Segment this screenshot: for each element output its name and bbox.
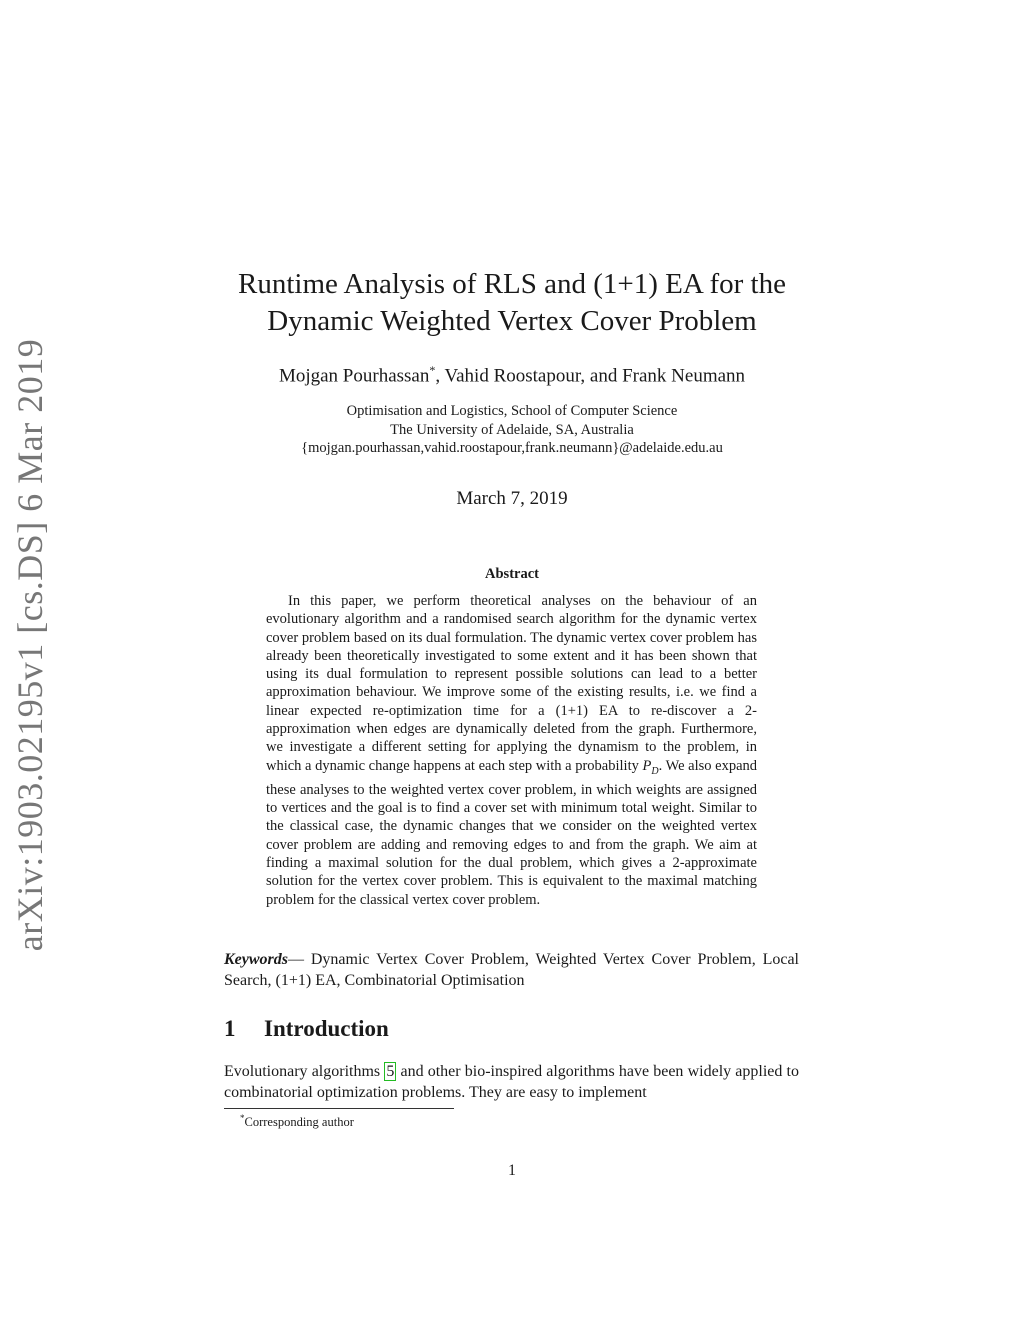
intro-text-part-1: Evolutionary algorithms [224,1063,385,1080]
authors-rest: , Vahid Roostapour, and Frank Neumann [435,365,746,387]
title-line-1: Runtime Analysis of RLS and (1+1) EA for the [238,268,786,300]
arxiv-stamp-text: arXiv:1903.02195v1 [cs.DS] 6 Mar 2019 [10,338,50,952]
intro-text-part-2: and other bio-inspired algorithms have been widely applied to combinatorial optimization problems. They are easy to implement [224,1063,799,1101]
footnote-rule [224,1108,454,1109]
keywords-dash: — [288,951,311,968]
affiliation-emails: {mojgan.pourhassan,vahid.roostapour,frank.neumann}@adelaide.edu.au [301,440,723,456]
affiliation-line-1: Optimisation and Logistics, School of Computer Science [346,403,678,419]
paper-title [0,266,1024,340]
pd-symbol: P [642,757,652,774]
pd-subscript: D [651,765,659,777]
introduction-text [224,1062,799,1103]
affiliation-line-2: The University of Adelaide, SA, Australia [390,421,634,438]
keywords-text: Dynamic Vertex Cover Problem, Weighted Vertex Cover Problem, Local Search, (1+1) EA, Combinatorial Optimisation [224,951,799,989]
author-first: Mojgan Pourhassan [278,365,430,387]
section-heading-introduction [224,1016,389,1042]
footnote-mark: * [240,1113,245,1123]
author-footnote-mark: * [429,363,436,377]
footnote [240,1113,354,1130]
citation-link[interactable]: 5 [386,1063,395,1080]
abstract-text [266,592,757,909]
section-title: Introduction [264,1016,389,1041]
keywords-label: Keywords [224,951,288,968]
footnote-text: Corresponding author [244,1115,354,1130]
title-line-2: Dynamic Weighted Vertex Cover Problem [267,305,757,337]
abstract-text-part-1: In this paper, we perform theoretical analyses on the behaviour of an evolutionary algorithm and a randomised search algorithm for the dynamic vertex cover problem based on its dual formulation. The dynamic vertex cover problem has already been theoretically investigated to some extent and it has been shown that using its dual formulation to represent possible solutions can lead to a better approximation behaviour. We improve some of the existing results, i.e. we find a linear expected re-optimization time for a (1+1) EA to re-discover a 2-approximation when edges are dynamically deleted from the graph. Furthermore, we investigate a different setting for applying the dynamism to the problem, in which a dynamic change happens at each step with a probability [266,593,757,774]
paper-date: March 7, 2019 [456,488,568,509]
authors [0,363,1024,387]
page-number: 1 [508,1162,516,1179]
affiliation [0,402,1024,458]
section-number: 1 [224,1016,236,1041]
abstract-heading: Abstract [485,566,539,582]
abstract-text-part-2: . We also expand these analyses to the weighted vertex cover problem, in which weights are assigned to vertices and the goal is to find a cover set with minimum total weight. Similar to the classical case, the dynamic changes that we consider on the weighted vertex cover problem are adding and removing edges to and from the graph. We aim at finding a maximal solution for the dual problem, which gives a 2-approximate solution for the vertex cover problem. This is equivalent to the maximal matching problem for the classical vertex cover problem. [266,757,758,908]
keywords [224,950,799,991]
